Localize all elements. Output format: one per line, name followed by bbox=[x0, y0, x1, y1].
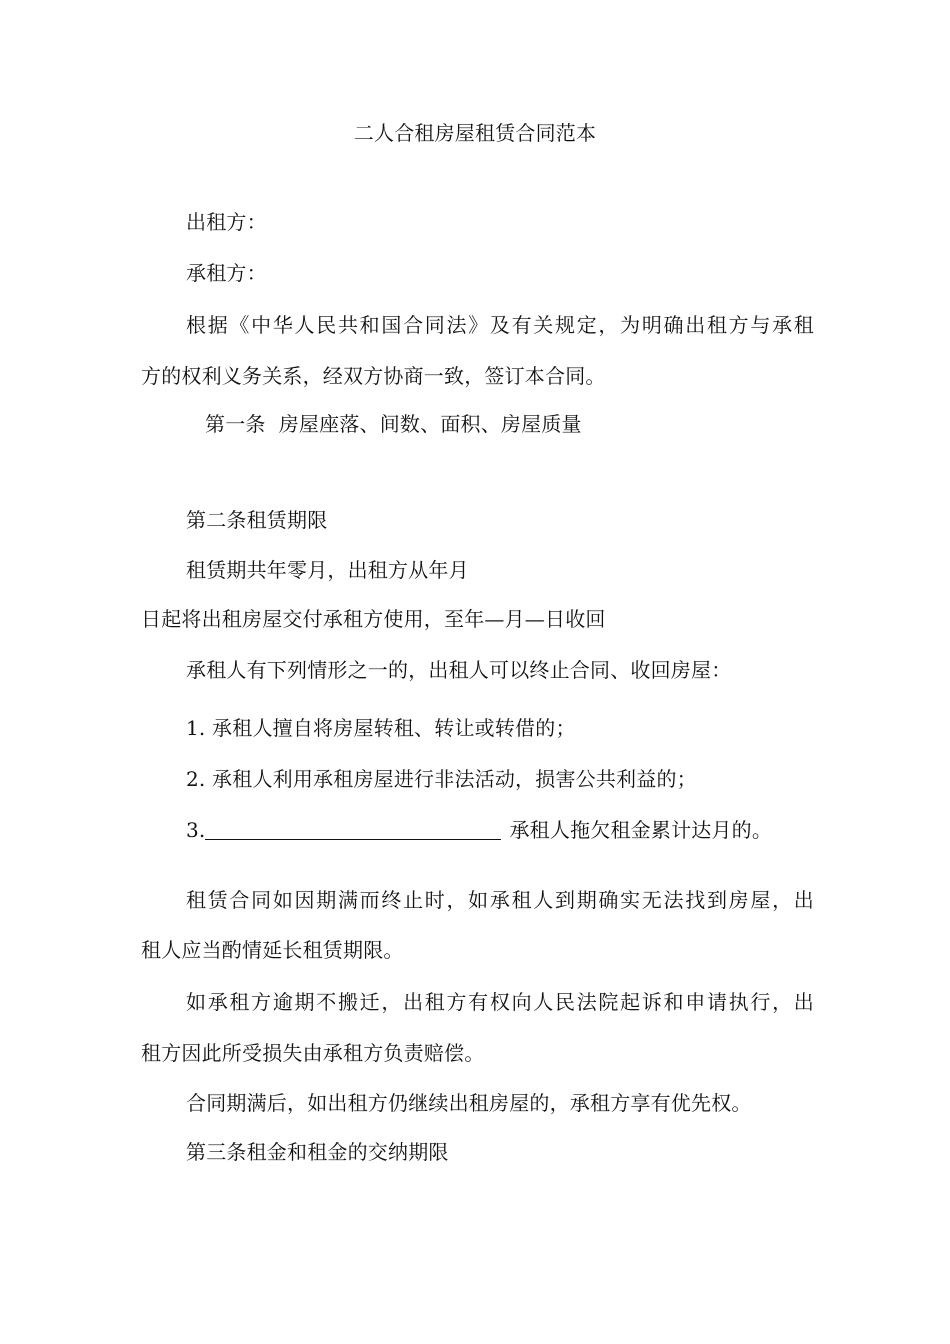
expiry-line-1: 租赁合同如因期满而终止时，如承租人到期确实无法找到房屋，出 bbox=[186, 888, 814, 912]
article-1-heading: 第一条 房屋座落、间数、面积、房屋质量 bbox=[205, 412, 582, 436]
expiry-line-2: 租人应当酌情延长租赁期限。 bbox=[141, 938, 404, 962]
item-3-text: 承租人拖欠租金累计达月的。 bbox=[509, 818, 773, 842]
termination-item-2: 2. 承租人利用承租房屋进行非法活动，损害公共利益的； bbox=[186, 767, 697, 791]
termination-item-3 bbox=[186, 817, 772, 843]
overdue-line-1: 如承租方逾期不搬迁，出租方有权向人民法院起诉和申请执行，出 bbox=[186, 990, 814, 1014]
term-line-2: 日起将出租房屋交付承租方使用，至年—月—日收回 bbox=[141, 607, 606, 631]
lessor-label: 出租方： bbox=[186, 210, 267, 234]
preamble-line-2: 方的权利义务关系，经双方协商一致，签订本合同。 bbox=[141, 364, 606, 388]
item-3-number: 3. bbox=[186, 818, 206, 842]
article-2-heading: 第二条租赁期限 bbox=[186, 508, 328, 532]
priority-line: 合同期满后，如出租方仍继续出租房屋的，承租方享有优先权。 bbox=[186, 1091, 752, 1115]
termination-intro: 承租人有下列情形之一的，出租人可以终止合同、收回房屋： bbox=[186, 658, 732, 682]
item-3-blank-line bbox=[205, 819, 501, 840]
overdue-line-2: 租方因此所受损失由承租方负责赔偿。 bbox=[141, 1041, 485, 1065]
termination-item-1: 1. 承租人擅自将房屋转租、转让或转借的； bbox=[186, 716, 576, 740]
lessee-label: 承租方： bbox=[186, 261, 267, 285]
article-3-heading: 第三条租金和租金的交纳期限 bbox=[186, 1140, 449, 1164]
document-title: 二人合租房屋租赁合同范本 bbox=[353, 121, 597, 145]
preamble-line-1: 根据《中华人民共和国合同法》及有关规定，为明确出租方与承租 bbox=[186, 313, 814, 337]
term-line-1: 租赁期共年零月，出租方从年月 bbox=[186, 558, 469, 582]
